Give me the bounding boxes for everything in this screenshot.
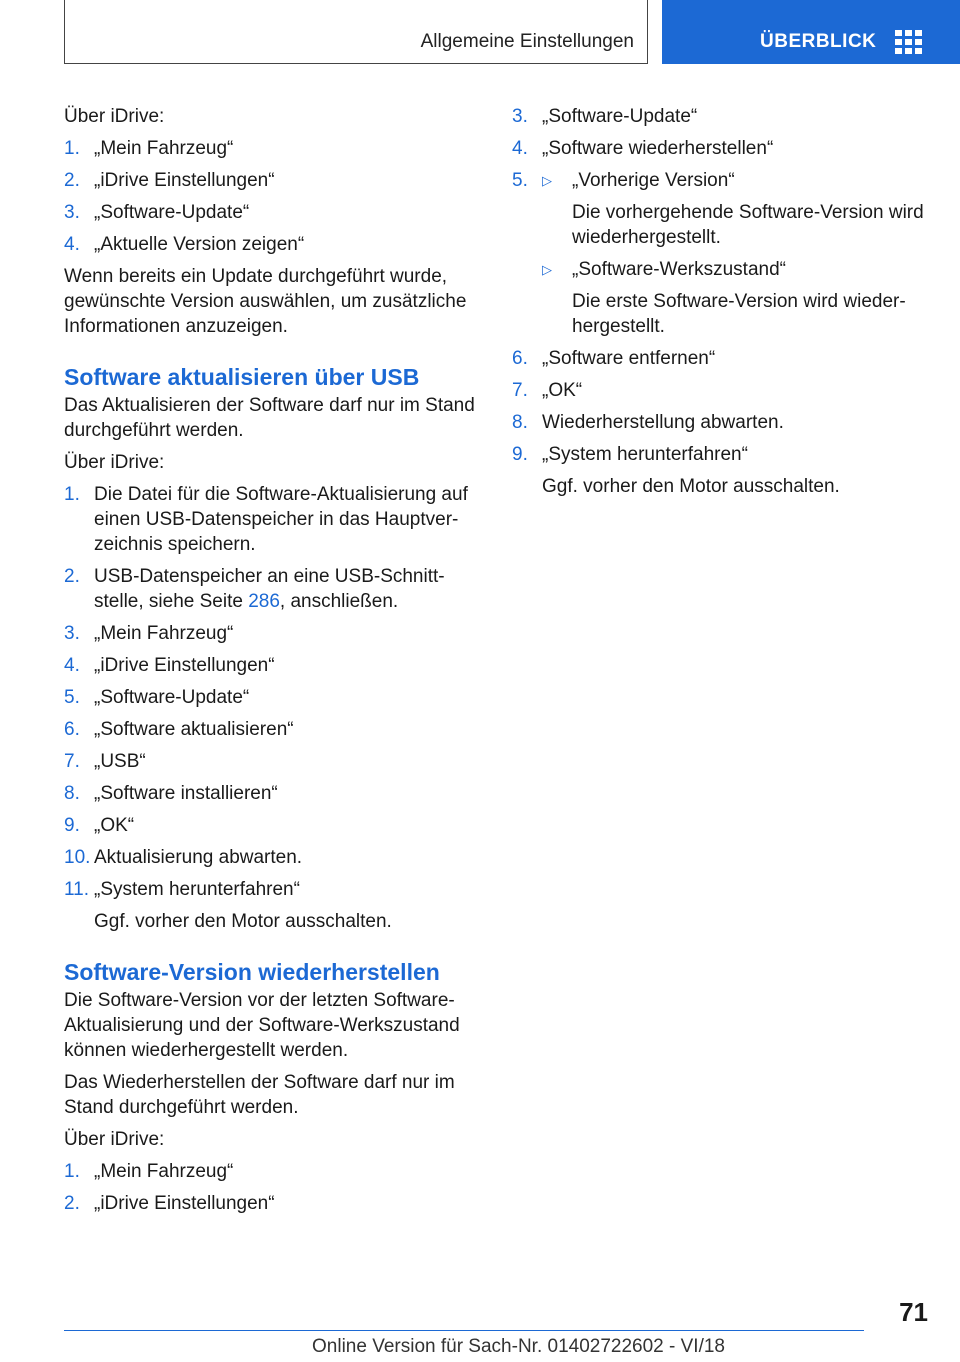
list-item: 7. „USB“ bbox=[64, 751, 146, 772]
page-number: 71 bbox=[899, 1297, 928, 1327]
grid-icon bbox=[895, 30, 922, 52]
triangle-marker-icon: ▷ bbox=[542, 262, 552, 277]
list-item: 8. Wiederherstellung abwarten. bbox=[512, 412, 784, 433]
restore-text-2: Das Wiederherstellen der Software darf nur im Stand durchgeführt werden. bbox=[64, 1072, 455, 1118]
list-item: 5. „Software-Update“ bbox=[64, 687, 250, 708]
usb-section-heading: Software aktualisieren über USB bbox=[64, 364, 420, 390]
list-item: 3. „Software-Update“ bbox=[512, 106, 698, 127]
page-reference-link[interactable]: 286 bbox=[248, 591, 280, 612]
list-item: 4. „Software wiederherstellen“ bbox=[512, 138, 774, 159]
sub-option-desc: Die erste Software-Version wird wiederhergestellt. bbox=[572, 291, 906, 337]
list-item: 4. „iDrive Einstellungen“ bbox=[64, 655, 275, 676]
chapter-label: ÜBERBLICK bbox=[760, 31, 877, 52]
list-item: 2. „iDrive Einstellungen“ bbox=[64, 1193, 275, 1214]
list-item: 10. Aktualisierung abwarten. bbox=[64, 847, 303, 868]
usb-steps bbox=[64, 482, 476, 934]
restore-idrive-label: Über iDrive: bbox=[64, 1129, 165, 1150]
list-item: 5. ▷ „Vorherige Version“ Die vorhergehende Software-Version wird wiederhergestellt. ▷ „Software-Werkszustand“ Die erste Software-Version wird wiederhergestellt. bbox=[512, 168, 932, 339]
list-item: 4. „Aktuelle Version zeigen“ bbox=[64, 234, 305, 255]
sub-option-desc: Die vorhergehende Software-Version wird wiederhergestellt. bbox=[572, 202, 924, 248]
list-item: 2. USB-Datenspeicher an eine USB-Schnittstelle, siehe Seite 286, anschließen. bbox=[64, 566, 445, 612]
list-item: 8. „Software installieren“ bbox=[64, 783, 278, 804]
usb-section-text: Das Aktualisieren der Software darf nur im Stand durchgeführt werden. bbox=[64, 395, 475, 441]
list-item: 1. „Mein Fahrzeug“ bbox=[64, 1161, 234, 1182]
list-item: 11. „System herunterfahren“ Ggf. vorher den Motor ausschalten. bbox=[64, 877, 476, 934]
intro-note: Wenn bereits ein Update durchgeführt wurde, gewünschte Version auswählen, um zusätzliche Informationen anzuzeigen. bbox=[64, 266, 467, 337]
list-item: 7. „OK“ bbox=[512, 380, 583, 401]
footer-text: Online Version für Sach-Nr. 01402722602 - VI/18 bbox=[312, 1336, 725, 1357]
list-item: 2. „iDrive Einstellungen“ bbox=[64, 170, 275, 191]
intro-label: Über iDrive: bbox=[64, 106, 165, 127]
list-item: 1. „Mein Fahrzeug“ bbox=[64, 138, 234, 159]
sub-option bbox=[542, 257, 932, 339]
restore-text-1: Die Software-Version vor der letzten Software-Aktualisierung und der Software-Werkszustand können wiederhergestellt werden. bbox=[64, 990, 460, 1061]
sub-option bbox=[542, 168, 932, 250]
restore-steps-continued bbox=[512, 104, 932, 499]
triangle-marker-icon: ▷ bbox=[542, 173, 552, 188]
intro-steps bbox=[64, 136, 476, 257]
step-note: Ggf. vorher den Motor ausschalten. bbox=[542, 476, 840, 497]
restore-steps bbox=[64, 1159, 476, 1216]
header-section-box bbox=[64, 0, 648, 64]
section-title: Allgemeine Einstellungen bbox=[420, 31, 634, 52]
sub-option-title: „Software-Werkszustand“ bbox=[572, 259, 786, 280]
list-item: 6. „Software entfernen“ bbox=[512, 348, 716, 369]
list-item: 3. „Software-Update“ bbox=[64, 202, 250, 223]
restore-section-heading: Software-Version wiederherstellen bbox=[64, 959, 440, 985]
right-column bbox=[512, 104, 932, 506]
list-item: 1. Die Datei für die Software-Aktualisierung auf einen USB-Datenspeicher in das Hauptverzeichnis speichern. bbox=[64, 484, 468, 555]
left-column bbox=[64, 104, 476, 1223]
sub-option-title: „Vorherige Version“ bbox=[572, 170, 735, 191]
step-note: Ggf. vorher den Motor ausschalten. bbox=[94, 911, 392, 932]
list-item: 3. „Mein Fahrzeug“ bbox=[64, 623, 234, 644]
list-item: 9. „System herunterfahren“ Ggf. vorher den Motor ausschalten. bbox=[512, 442, 932, 499]
sub-options bbox=[542, 168, 932, 339]
chapter-tab[interactable] bbox=[662, 0, 960, 64]
list-item: 6. „Software aktualisieren“ bbox=[64, 719, 294, 740]
footer-divider bbox=[64, 1330, 864, 1331]
usb-idrive-label: Über iDrive: bbox=[64, 452, 165, 473]
list-item: 9. „OK“ bbox=[64, 815, 135, 836]
